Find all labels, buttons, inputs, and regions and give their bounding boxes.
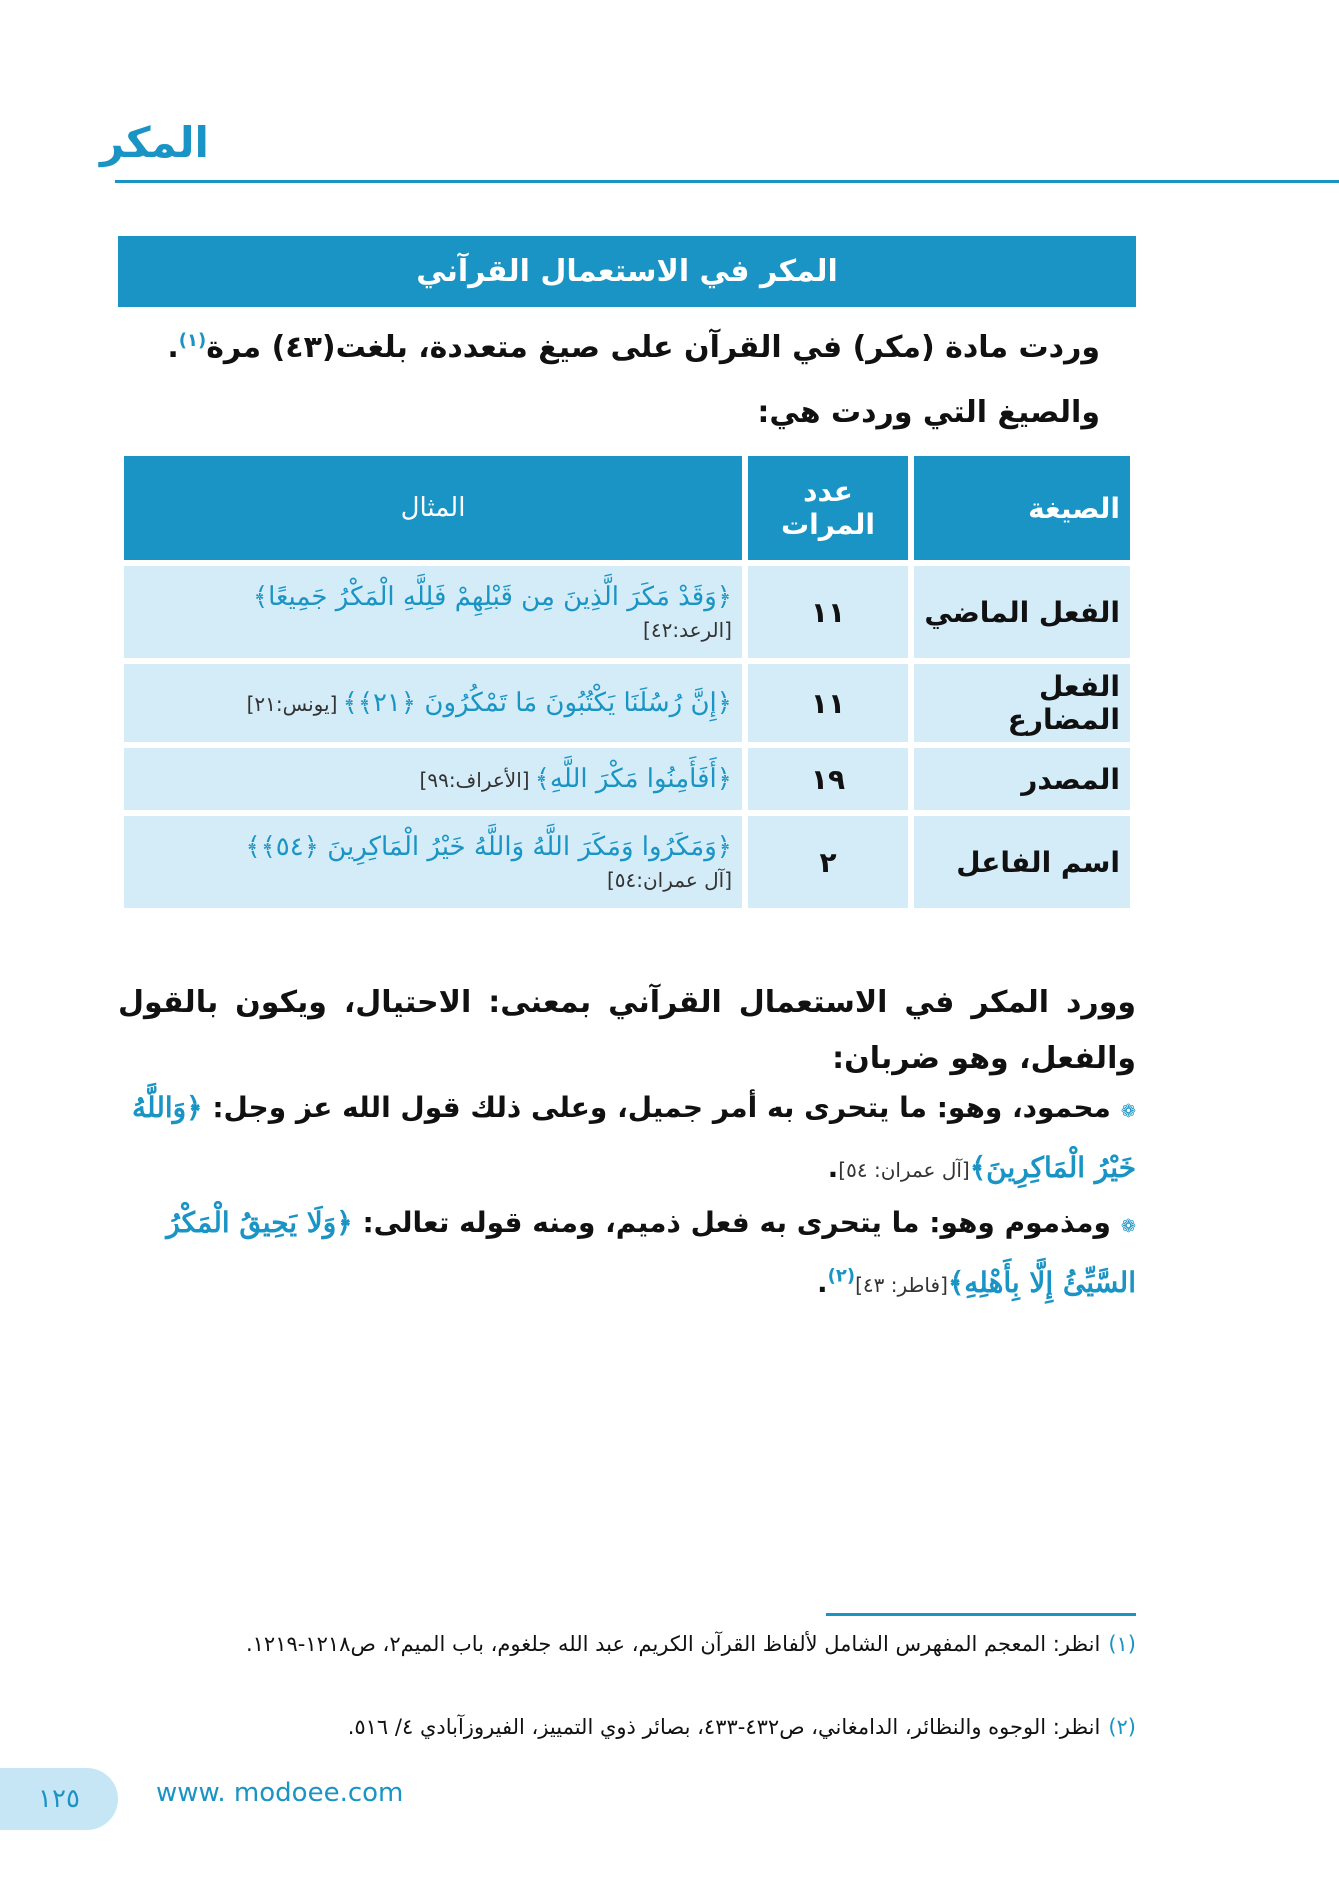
- row-example: [124, 748, 742, 810]
- bullet-end: .: [827, 1151, 839, 1184]
- row-example: [124, 566, 742, 658]
- table-header-row: [124, 456, 1130, 560]
- table-row: [124, 748, 1130, 810]
- footnote-2: [118, 1708, 1136, 1746]
- header-rule: [115, 180, 1339, 183]
- intro-line-1: [118, 320, 1100, 376]
- row-count: ١٩: [748, 748, 908, 810]
- footnote-1: [118, 1625, 1136, 1663]
- page-number: ١٢٥: [38, 1784, 80, 1814]
- row-example: [124, 664, 742, 742]
- section-title-banner: [118, 236, 1136, 307]
- table-row: [124, 566, 1130, 658]
- bullet-text: محمود، وهو: ما يتحرى به أمر جميل، وعلى ذلك قول الله عز وجل:: [202, 1091, 1111, 1124]
- row-form: اسم الفاعل: [914, 816, 1130, 908]
- bullet-praiseworthy: [118, 1080, 1136, 1198]
- flower-bullet-icon: ❁: [1120, 1101, 1136, 1122]
- footnote-number: (١): [1108, 1632, 1136, 1656]
- verse-reference: [فاطر: ٤٣]: [855, 1273, 948, 1297]
- verse-reference: [يونس:٢١]: [246, 692, 338, 716]
- intro-text: وردت مادة (مكر) في القرآن على صيغ متعددة، بلغت(٤٣) مرة: [206, 330, 1100, 365]
- flower-bullet-icon: ❁: [1120, 1216, 1136, 1237]
- row-form: الفعل الماضي: [914, 566, 1130, 658]
- table-row: [124, 816, 1130, 908]
- page-number-tab: [0, 1768, 118, 1830]
- footnote-number: (٢): [1108, 1715, 1136, 1739]
- usage-paragraph: وورد المكر في الاستعمال القرآني بمعنى: الاحتيال، ويكون بالقول والفعل، وهو ضربان:: [118, 985, 1136, 1076]
- quran-verse: ﴿أَفَأَمِنُوا مَكْرَ اللَّهِ﴾: [534, 764, 732, 794]
- bullet-text: ومذموم وهو: ما يتحرى به فعل ذميم، ومنه قوله تعالى:: [352, 1206, 1111, 1239]
- site-url-link[interactable]: www. modoee.com: [156, 1778, 404, 1808]
- quran-verse: ﴿إِنَّ رُسُلَنَا يَكْتُبُونَ مَا تَمْكُرُونَ ﴿٢١﴾﴾: [342, 688, 732, 718]
- row-count: ١١: [748, 664, 908, 742]
- footnote-marker-2[interactable]: (٢): [827, 1265, 856, 1287]
- forms-table: [118, 450, 1136, 914]
- intro-end: .: [167, 330, 179, 365]
- quran-verse: ﴿وَقَدْ مَكَرَ الَّذِينَ مِن قَبْلِهِمْ فَلِلَّهِ الْمَكْرُ جَمِيعًا﴾: [252, 582, 732, 612]
- row-count: ٢: [748, 816, 908, 908]
- row-count: ١١: [748, 566, 908, 658]
- bullet-end: .: [816, 1266, 828, 1299]
- header-example: المثال: [124, 456, 742, 560]
- verse-reference: [آل عمران:٥٤]: [606, 868, 732, 892]
- section-title: المكر في الاستعمال القرآني: [416, 254, 838, 289]
- footnote-text: انظر: الوجوه والنظائر، الدامغاني، ص٤٣٢-٤٣٣، بصائر ذوي التمييز، الفيروزآبادي ٤/ ٥١٦.: [347, 1715, 1101, 1739]
- running-title: المكر: [100, 118, 209, 167]
- footnote-text: انظر: المعجم المفهرس الشامل لألفاظ القرآن الكريم، عبد الله جلغوم، باب الميم٢، ص١٢١٨-١٢١٩.: [245, 1632, 1101, 1656]
- verse-reference: [آل عمران: ٥٤]: [838, 1158, 970, 1182]
- footnote-rule: [826, 1613, 1136, 1616]
- footnote-marker-1[interactable]: (١): [178, 330, 207, 351]
- verse-reference: [الرعد:٤٢]: [643, 618, 732, 642]
- header-form: الصيغة: [914, 456, 1130, 560]
- row-form: المصدر: [914, 748, 1130, 810]
- intro-line-2: والصيغ التي وردت هي:: [757, 395, 1100, 430]
- quran-verse: ﴿وَمَكَرُوا وَمَكَرَ اللَّهُ وَاللَّهُ خَيْرُ الْمَاكِرِينَ ﴿٥٤﴾﴾: [245, 832, 732, 862]
- row-form: الفعل المضارع: [914, 664, 1130, 742]
- bullet-blameworthy: [118, 1195, 1136, 1313]
- header-count: عدد المرات: [748, 456, 908, 560]
- quran-verse: ﴿وَاللَّهُ خَيْرُ الْمَاكِرِينَ﴾: [132, 1091, 1136, 1184]
- quran-verse: ﴿وَلَا يَحِيقُ الْمَكْرُ السَّيِّئُ إِلَّا بِأَهْلِهِ﴾: [166, 1206, 1136, 1299]
- table-row: [124, 664, 1130, 742]
- row-example: [124, 816, 742, 908]
- verse-reference: [الأعراف:٩٩]: [419, 768, 530, 792]
